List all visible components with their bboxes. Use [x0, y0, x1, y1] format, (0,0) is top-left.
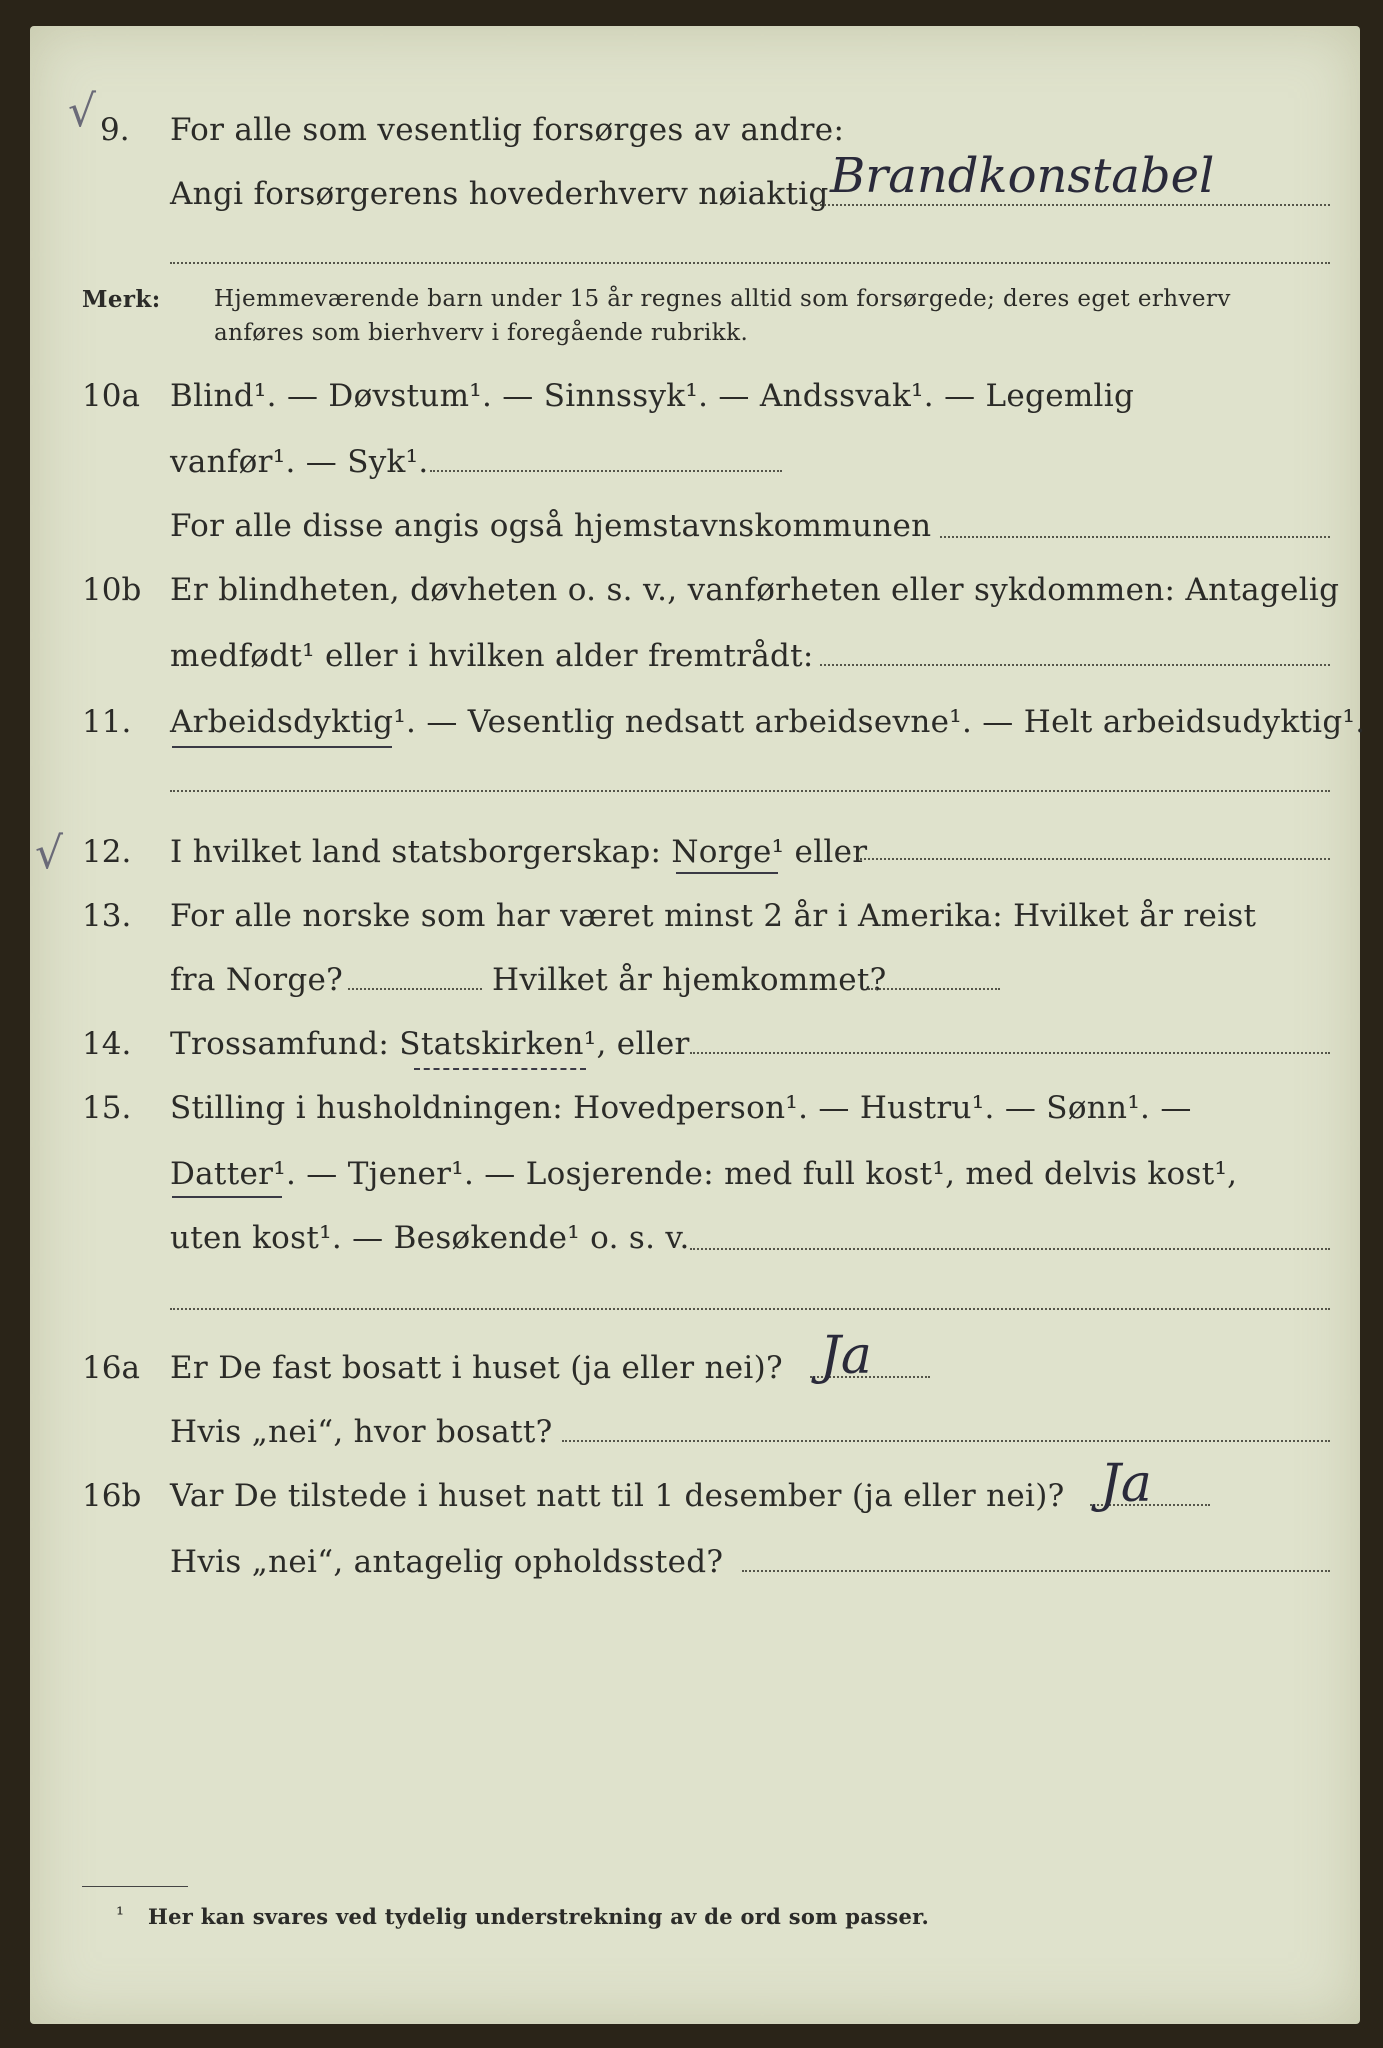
- merk-line-1: Hjemmeværende barn under 15 år regnes alltid som forsørgede; deres eget erhverv: [214, 286, 1231, 312]
- question-13-number: 13.: [82, 898, 132, 934]
- answer-line: [742, 1570, 1330, 1572]
- question-16a-line-2: Hvis „nei“, hvor bosatt?: [170, 1414, 553, 1450]
- handwritten-underline: [414, 1068, 586, 1070]
- question-10b-number: 10b: [82, 572, 142, 608]
- question-16a-number: 16a: [82, 1350, 140, 1386]
- check-mark-icon: √: [68, 86, 97, 137]
- question-14-line-1: Trossamfund: Statskirken¹, eller: [170, 1026, 690, 1062]
- answer-line: [170, 262, 1330, 264]
- answer-line: [170, 790, 1330, 792]
- question-10a-line-2: vanfør¹. — Syk¹.: [170, 444, 429, 480]
- question-9-line-1: For alle som vesentlig forsørges av andre:: [170, 112, 845, 148]
- question-11-line-1: Arbeidsdyktig¹. — Vesentlig nedsatt arbeidsevne¹. — Helt arbeidsudyktig¹.: [170, 704, 1366, 740]
- question-10a-line-3: For alle disse angis også hjemstavnskommunen: [170, 508, 932, 544]
- handwritten-underline: [676, 872, 778, 874]
- question-12-line-1: I hvilket land statsborgerskap: Norge¹ eller: [170, 834, 868, 870]
- check-mark-icon: √: [35, 828, 64, 879]
- answer-line: [562, 1440, 1330, 1442]
- answer-line: [430, 470, 782, 472]
- question-13-line-1: For alle norske som har været minst 2 år i Amerika: Hvilket år reist: [170, 898, 1257, 934]
- census-form-page: [30, 26, 1366, 2024]
- question-10b-line-2: medfødt¹ eller i hvilken alder fremtrådt:: [170, 638, 814, 674]
- question-9-answer: Brandkonstabel: [830, 148, 1215, 204]
- question-9-line-2: Angi forsørgerens hovederhverv nøiaktig: [170, 176, 829, 212]
- footnote-mark: ¹: [116, 1902, 125, 1926]
- question-13-line-2a: fra Norge?: [170, 962, 344, 998]
- question-9-number: 9.: [100, 112, 130, 148]
- answer-line: [690, 1248, 1330, 1250]
- question-12-number: 12.: [82, 834, 132, 870]
- question-16a-answer: Ja: [820, 1326, 872, 1386]
- question-16b-line-1: Var De tilstede i huset natt til 1 desember (ja eller nei)?: [170, 1478, 1065, 1514]
- question-13-line-2b: Hvilket år hjemkommet?: [492, 962, 887, 998]
- question-10b-line-1: Er blindheten, døvheten o. s. v., vanførheten eller sykdommen: Antagelig: [170, 572, 1340, 608]
- question-10a-line-1: Blind¹. — Døvstum¹. — Sinnssyk¹. — Andssvak¹. — Legemlig: [170, 378, 1135, 414]
- question-16b-answer: Ja: [1100, 1454, 1152, 1514]
- merk-label: Merk:: [82, 286, 161, 313]
- answer-line: [170, 1308, 1330, 1310]
- answer-line: [868, 988, 1000, 990]
- answer-line: [815, 204, 1330, 206]
- answer-line: [690, 1052, 1330, 1054]
- question-16b-number: 16b: [82, 1478, 142, 1514]
- footnote-rule: [82, 1886, 188, 1887]
- question-15-number: 15.: [82, 1090, 132, 1126]
- question-15-line-3: uten kost¹. — Besøkende¹ o. s. v.: [170, 1220, 690, 1256]
- answer-line: [348, 988, 482, 990]
- question-10a-number: 10a: [82, 378, 140, 414]
- handwritten-underline: [172, 746, 392, 748]
- question-15-line-1: Stilling i husholdningen: Hovedperson¹. — Hustru¹. — Sønn¹. —: [170, 1090, 1192, 1126]
- question-15-line-2: Datter¹. — Tjener¹. — Losjerende: med full kost¹, med delvis kost¹,: [170, 1156, 1238, 1192]
- footnote-text: Her kan svares ved tydelig understrekning av de ord som passer.: [148, 1904, 930, 1929]
- handwritten-underline: [172, 1196, 282, 1198]
- merk-line-2: anføres som bierhverv i foregående rubrikk.: [214, 320, 749, 346]
- answer-line: [860, 858, 1330, 860]
- question-11-number: 11.: [82, 704, 132, 740]
- question-16b-line-2: Hvis „nei“, antagelig opholdssted?: [170, 1544, 724, 1580]
- question-16a-line-1: Er De fast bosatt i huset (ja eller nei)?: [170, 1350, 783, 1386]
- answer-line: [940, 536, 1330, 538]
- question-14-number: 14.: [82, 1026, 132, 1062]
- answer-line: [820, 664, 1330, 666]
